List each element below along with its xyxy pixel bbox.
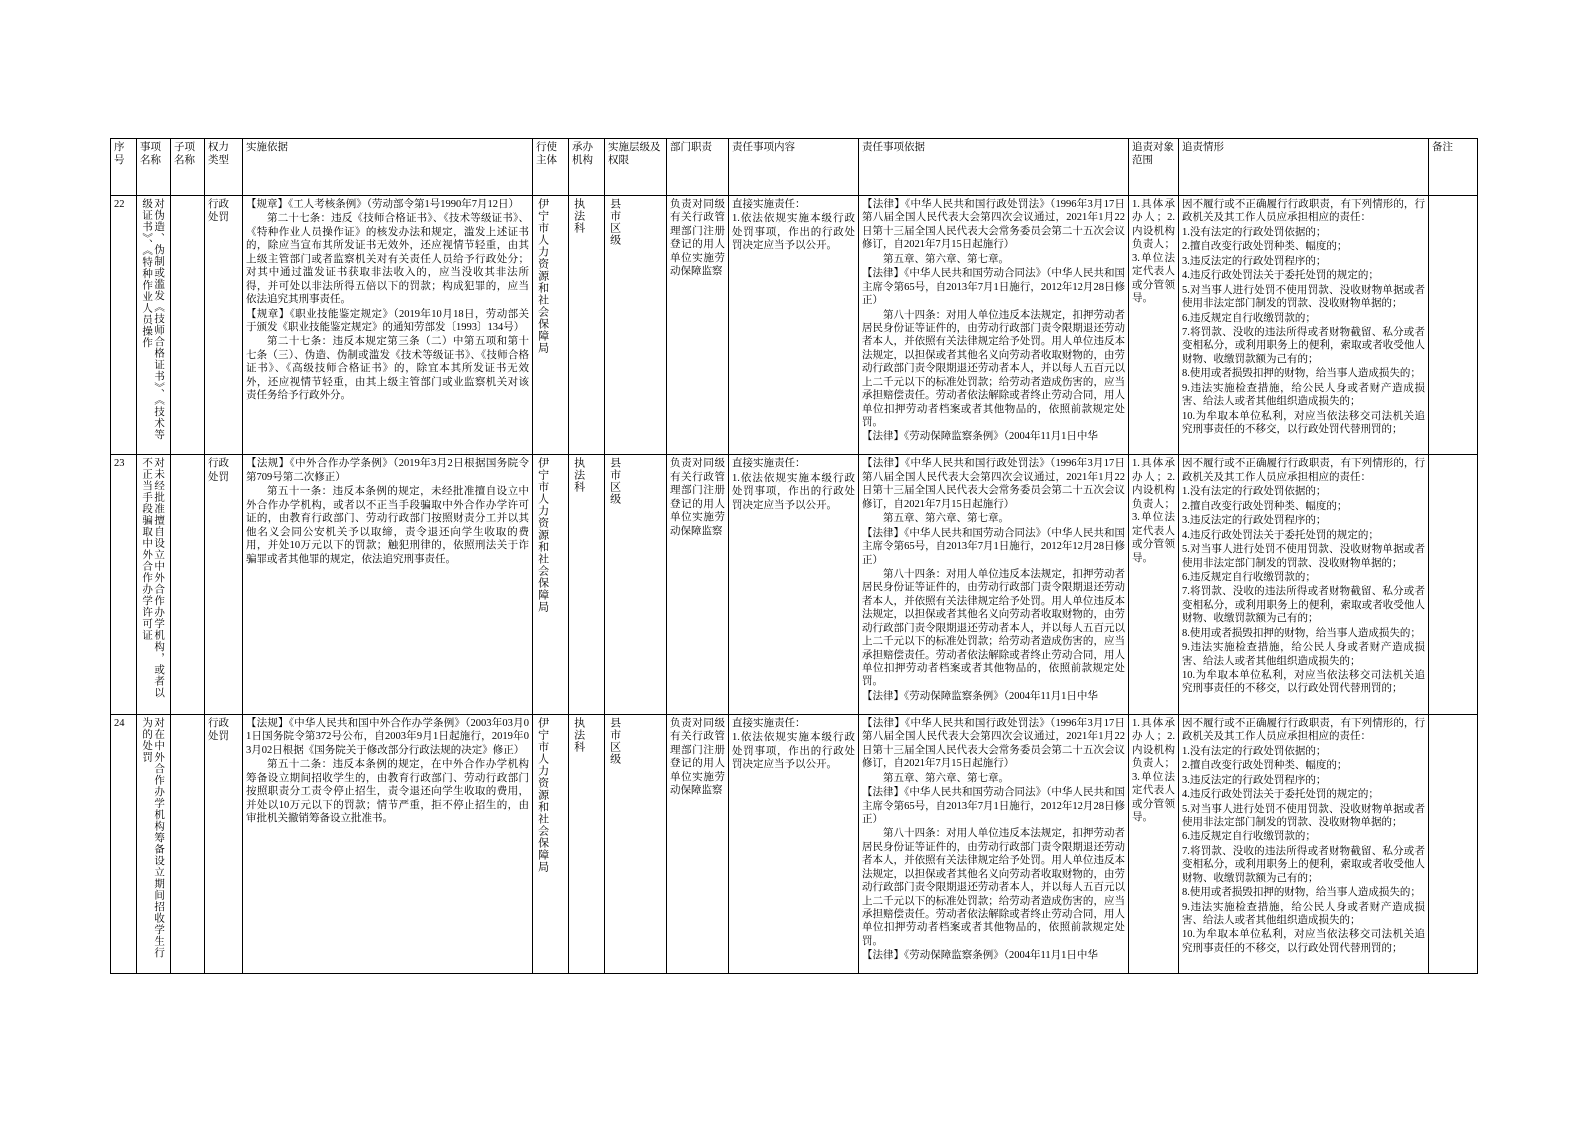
cell-sub-name (171, 455, 205, 714)
header-resp-content: 责任事项内容 (729, 139, 859, 196)
cell-power-type: 行政处罚 (205, 714, 243, 973)
header-seq: 序号 (111, 139, 137, 196)
cell-level: 县市区级 (605, 196, 667, 455)
cell-situation: 因不履行或不正确履行行政职责，有下列情形的，行政机关及其工作人员应承担相应的责任： 1.没有法定的行政处罚依据的； 2.擅自改变行政处罚种类、幅度的； 3.违反法定的行政处罚程序的； 4.违反行政处罚法关于委托处罚的规定的； 5.对当事人进行处罚不使用罚款、没收财物单据或者使用非法定部门制发的罚款、没收财物单据的； 6.违反规定自行收缴罚款的； 7.将罚款、没收的违法所得或者财物截留、私分或者变相私分，或利用职务上的便利，索取或者收受他人财物、收缴罚款额为己有的； 8.使用或者损毁扣押的财物，给当事人造成损失的； 9.违法实施检查措施，给公民人身或者财产造成损害、给法人或者其他组织造成损失的； 10.为牟取本单位私利，对应当依法移交司法机关追究刑事责任的不移交，以行政处罚代替刑罚的； (1179, 455, 1429, 714)
cell-item-name: 对伪造、伪制或滥发《技师合格证书》、《技术等级证书》、《特种作业人员操作 (137, 196, 171, 455)
cell-seq-24: 24 (111, 714, 137, 973)
cell-level: 县市区级 (605, 455, 667, 714)
cell-resp-basis: 【法律】《中华人民共和国行政处罚法》（1996年3月17日第八届全国人民代表大会第四次会议通过，2021年1月22日第十三届全国人民代表大会常务委员会第二十五次会议修订，自2021年7月15日起施行） 第五章、第六章、第七章。 【法律】《中华人民共和国劳动合同法》（中华人民共和国主席令第65号，自2013年7月1日施行，2012年12月28日修正） 第八十四条：对用人单位违反本法规定，扣押劳动者居民身份证等证件的，由劳动行政部门责令限期退还劳动者本人，并依照有关法律规定给予处罚。用人单位违反本法规定，以担保或者其他名义向劳动者收取财物的，由劳动行政部门责令限期退还劳动者本人，并以每人五百元以上二千元以下的标准处罚款；给劳动者造成伤害的，应当承担赔偿责任。劳动者依法解除或者终止劳动合同，用人单位扣押劳动者档案或者其他物品的，依照前款规定处罚。 【法律】《劳动保障监察条例》（2004年11月1日中华 (859, 455, 1129, 714)
cell-power-type: 行政处罚 (205, 455, 243, 714)
cell-remark (1429, 455, 1478, 714)
cell-duty: 负责对同级有关行政管理部门注册登记的用人单位实施劳动保障监察 (667, 196, 729, 455)
table-row (111, 714, 1478, 973)
cell-duty: 负责对同级有关行政管理部门注册登记的用人单位实施劳动保障监察 (667, 714, 729, 973)
cell-subject: 伊宁市人力资源和社会保障局 (533, 455, 569, 714)
cell-resp-basis: 【法律】《中华人民共和国行政处罚法》（1996年3月17日第八届全国人民代表大会第四次会议通过，2021年1月22日第十三届全国人民代表大会常务委员会第二十五次会议修订，自2021年7月15日起施行） 第五章、第六章、第七章。 【法律】《中华人民共和国劳动合同法》（中华人民共和国主席令第65号，自2013年7月1日施行，2012年12月28日修正） 第八十四条：对用人单位违反本法规定，扣押劳动者居民身份证等证件的，由劳动行政部门责令限期退还劳动者本人，并依照有关法律规定给予处罚。用人单位违反本法规定，以担保或者其他名义向劳动者收取财物的，由劳动行政部门责令限期退还劳动者本人，并以每人五百元以上二千元以下的标准处罚款；给劳动者造成伤害的，应当承担赔偿责任。劳动者依法解除或者终止劳动合同，用人单位扣押劳动者档案或者其他物品的，依照前款规定处罚。 【法律】《劳动保障监察条例》（2004年11月1日中华 (859, 196, 1129, 455)
cell-org: 执法科 (569, 455, 605, 714)
cell-level: 县市区级 (605, 714, 667, 973)
cell-subject: 伊宁市人力资源和社会保障局 (533, 714, 569, 973)
header-level: 实施层级及权限 (605, 139, 667, 196)
cell-org: 执法科 (569, 714, 605, 973)
cell-power-type: 行政处罚 (205, 196, 243, 455)
cell-basis: 【规章】《工人考核条例》（劳动部令第1号1990年7月12日） 第二十七条：违反《技师合格证书》、《技术等级证书》、《特种作业人员操作证》的核发办法和规定，滥发上述证书的，除应当宣布其所发证书无效外，还应视情节轻重，由其上级主管部门或者监察机关对有关责任人员给予行政处分；对其中通过滥发证书获取非法收入的，应当没收其非法所得，并可处以非法所得五倍以下的罚款；构成犯罪的，应当依法追究其刑事责任。 【规章】《职业技能鉴定规定》（2019年10月18日，劳动部关于颁发《职业技能鉴定规定》的通知劳部发〔1993〕134号） 第二十七条：违反本规定第三条（二）中第五项和第十七条（三）、伪造、伪制或滥发《技术等级证书》、《技师合格证书》、《高级技师合格证书》的，除宜本其所发证书无效外，还应视情节轻重，由其上级主管部门或业监察机关对该责任务给予行政外分。 (243, 196, 533, 455)
table-row (111, 196, 1478, 455)
header-power-type: 权力类型 (205, 139, 243, 196)
cell-situation: 因不履行或不正确履行行政职责，有下列情形的，行政机关及其工作人员应承担相应的责任： 1.没有法定的行政处罚依据的； 2.擅自改变行政处罚种类、幅度的； 3.违反法定的行政处罚程序的； 4.违反行政处罚法关于委托处罚的规定的； 5.对当事人进行处罚不使用罚款、没收财物单据或者使用非法定部门制发的罚款、没收财物单据的； 6.违反规定自行收缴罚款的； 7.将罚款、没收的违法所得或者财物截留、私分或者变相私分，或利用职务上的便利，索取或者收受他人财物、收缴罚款额为己有的； 8.使用或者损毁扣押的财物，给当事人造成损失的； 9.违法实施检查措施，给公民人身或者财产造成损害、给法人或者其他组织造成损失的； 10.为牟取本单位私利，对应当依法移交司法机关追究刑事责任的不移交，以行政处罚代替刑罚的； (1179, 196, 1429, 455)
header-resp-basis: 责任事项依据 (859, 139, 1129, 196)
cell-seq-22: 22 (111, 196, 137, 455)
table-body (111, 196, 1478, 974)
cell-scope: 1.具体承办人；2.内设机构负责人；3.单位法定代表人或分管领导。 (1129, 455, 1179, 714)
cell-item-name: 对在中外合作办学机构筹备设立期间招收学生行为的处罚 (137, 714, 171, 973)
header-scope: 追责对象范围 (1129, 139, 1179, 196)
cell-basis: 【法规】《中外合作办学条例》（2019年3月2日根据国务院令第709号第二次修正） 第五十一条：违反本条例的规定，未经批准擅自设立中外合作办学机构，或者以不正当手段骗取中外合作办学许可证的，由教育行政部门、劳动行政部门按照财责分工并以其他名义会同公安机关予以取缔，责令退还向学生收取的费用，并处10万元以下的罚款；触犯刑律的，依照刑法关于诈骗罪或者其他罪的规定，依法追究刑事责任。 (243, 455, 533, 714)
header-basis: 实施依据 (243, 139, 533, 196)
cell-seq-23: 23 (111, 455, 137, 714)
table-row (111, 455, 1478, 714)
power-responsibility-table (110, 138, 1478, 974)
cell-subject: 伊宁市人力资源和社会保障局 (533, 196, 569, 455)
table-header (111, 139, 1478, 196)
cell-duty: 负责对同级有关行政管理部门注册登记的用人单位实施劳动保障监察 (667, 455, 729, 714)
cell-remark (1429, 196, 1478, 455)
cell-situation: 因不履行或不正确履行行政职责，有下列情形的，行政机关及其工作人员应承担相应的责任： 1.没有法定的行政处罚依据的； 2.擅自改变行政处罚种类、幅度的； 3.违反法定的行政处罚程序的； 4.违反行政处罚法关于委托处罚的规定的； 5.对当事人进行处罚不使用罚款、没收财物单据或者使用非法定部门制发的罚款、没收财物单据的； 6.违反规定自行收缴罚款的； 7.将罚款、没收的违法所得或者财物截留、私分或者变相私分，或利用职务上的便利，索取或者收受他人财物、收缴罚款额为己有的； 8.使用或者损毁扣押的财物，给当事人造成损失的； 9.违法实施检查措施，给公民人身或者财产造成损害、给法人或者其他组织造成损失的； 10.为牟取本单位私利，对应当依法移交司法机关追究刑事责任的不移交，以行政处罚代替刑罚的； (1179, 714, 1429, 973)
cell-resp-content: 直接实施责任： 1.依法依规实施本级行政处罚事项，作出的行政处罚决定应当予以公开。 (729, 714, 859, 973)
cell-sub-name (171, 196, 205, 455)
header-org: 承办机构 (569, 139, 605, 196)
cell-remark (1429, 714, 1478, 973)
cell-basis: 【法规】《中华人民共和国中外合作办学条例》（2003年03月01日国务院令第372号公布，自2003年9月1日起施行，2019年03月02日根据《国务院关于修改部分行政法规的决定》修正） 第五十二条：违反本条例的规定，在中外合作办学机构筹备设立期间招收学生的，由教育行政部门、劳动行政部门按照职责分工责令停止招生，责令退还向学生收取的费用，并处以10万元以下的罚款；情节严重，拒不停止招生的，由审批机关撤销筹备设立批准书。 (243, 714, 533, 973)
header-row (111, 139, 1478, 196)
header-subject: 行使主体 (533, 139, 569, 196)
header-remark: 备注 (1429, 139, 1478, 196)
header-sub-name: 子项名称 (171, 139, 205, 196)
cell-resp-content: 直接实施责任： 1.依法依规实施本级行政处罚事项，作出的行政处罚决定应当予以公开。 (729, 196, 859, 455)
cell-resp-basis: 【法律】《中华人民共和国行政处罚法》（1996年3月17日第八届全国人民代表大会第四次会议通过，2021年1月22日第十三届全国人民代表大会常务委员会第二十五次会议修订，自2021年7月15日起施行） 第五章、第六章、第七章。 【法律】《中华人民共和国劳动合同法》（中华人民共和国主席令第65号，自2013年7月1日施行，2012年12月28日修正） 第八十四条：对用人单位违反本法规定，扣押劳动者居民身份证等证件的，由劳动行政部门责令限期退还劳动者本人，并依照有关法律规定给予处罚。用人单位违反本法规定，以担保或者其他名义向劳动者收取财物的，由劳动行政部门责令限期退还劳动者本人，并以每人五百元以上二千元以下的标准处罚款；给劳动者造成伤害的，应当承担赔偿责任。劳动者依法解除或者终止劳动合同，用人单位扣押劳动者档案或者其他物品的，依照前款规定处罚。 【法律】《劳动保障监察条例》（2004年11月1日中华 (859, 714, 1129, 973)
cell-resp-content: 直接实施责任： 1.依法依规实施本级行政处罚事项，作出的行政处罚决定应当予以公开。 (729, 455, 859, 714)
cell-org: 执法科 (569, 196, 605, 455)
cell-sub-name (171, 714, 205, 973)
header-item-name: 事项名称 (137, 139, 171, 196)
header-duty: 部门职责 (667, 139, 729, 196)
cell-item-name: 对未经批准擅自设立中外合作办学机构，或者以不正当手段骗取中外合作办学许可证 (137, 455, 171, 714)
cell-scope: 1.具体承办人；2.内设机构负责人；3.单位法定代表人或分管领导。 (1129, 714, 1179, 973)
header-situation: 追责情形 (1179, 139, 1429, 196)
cell-scope: 1.具体承办人；2.内设机构负责人；3.单位法定代表人或分管领导。 (1129, 196, 1179, 455)
